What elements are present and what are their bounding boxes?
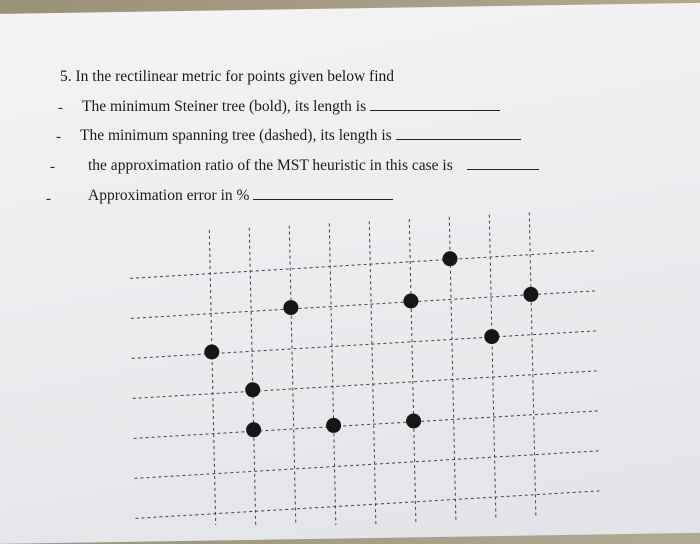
- grid-column-line: [529, 212, 536, 518]
- item-text: the approximation ratio of the MST heuristic in this case is: [88, 157, 453, 174]
- terminal-point: [283, 300, 298, 315]
- terminal-point: [246, 422, 261, 437]
- grid-row-line: [132, 331, 596, 359]
- terminal-point: [406, 414, 421, 429]
- bullet-dash: -: [56, 129, 61, 145]
- item-text: Approximation error in %: [88, 187, 250, 204]
- terminal-point: [245, 382, 260, 397]
- grid-row-line: [130, 251, 594, 279]
- terminal-point: [523, 287, 538, 302]
- item-text: The minimum Steiner tree (bold), its length is: [82, 98, 367, 115]
- item-text: The minimum spanning tree (dashed), its length is: [80, 127, 392, 144]
- terminal-point: [326, 418, 341, 433]
- terminal-point: [484, 329, 499, 344]
- question-prompt: . In the rectilinear metric for points given below find: [67, 68, 395, 85]
- grid-row-line: [133, 371, 597, 399]
- grid-column-line: [489, 215, 496, 521]
- grid-column-line: [249, 228, 256, 525]
- question-number: 5: [60, 68, 68, 85]
- grid-column-line: [409, 219, 416, 525]
- bullet-dash: -: [58, 100, 63, 116]
- bullet-dash: -: [46, 191, 51, 207]
- grid-column-line: [369, 221, 376, 525]
- grid-row-line: [135, 451, 599, 479]
- grid-column-line: [329, 223, 336, 525]
- grid-column-line: [289, 226, 296, 525]
- grid-column-line: [209, 230, 216, 525]
- bullet-dash: -: [50, 159, 55, 175]
- terminal-point: [403, 294, 418, 309]
- grid-row-line: [134, 411, 598, 439]
- terminal-point: [443, 251, 458, 266]
- terminal-point: [204, 345, 219, 360]
- grid-row-line: [135, 491, 599, 519]
